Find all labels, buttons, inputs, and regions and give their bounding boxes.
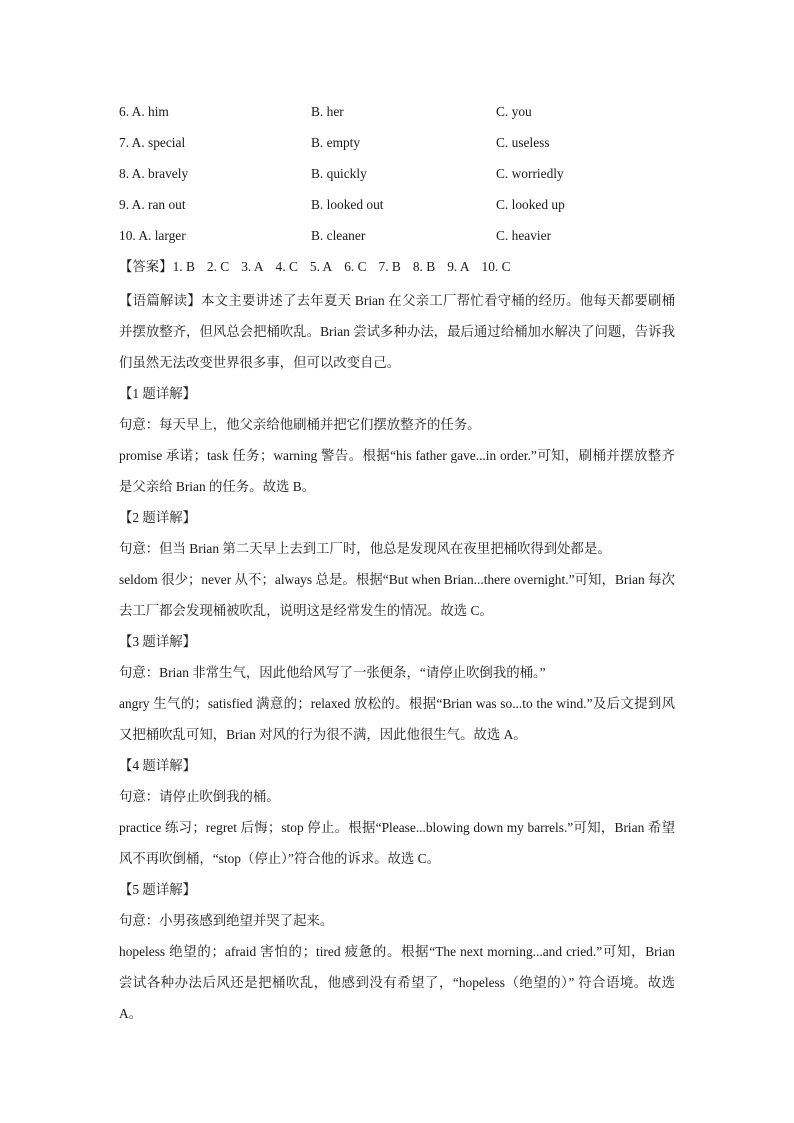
detail-heading: 【1 题详解】 [119, 386, 196, 401]
option-c: C. looked up [496, 197, 565, 212]
detail-heading: 【4 题详解】 [119, 758, 196, 773]
option-a: 10. A. larger [119, 228, 186, 243]
answer-item: 6. C [344, 259, 367, 274]
answer-item: 2. C [206, 259, 230, 274]
document-body [119, 100, 675, 1029]
detail-section [119, 750, 675, 874]
detail-sentence: 句意：每天早上，他父亲给他刷桶并把它们摆放整齐的任务。 [119, 417, 481, 432]
option-c: C. heavier [496, 228, 552, 243]
answer-item: 4. C [275, 259, 298, 274]
option-row [119, 131, 675, 162]
option-c: C. worriedly [496, 166, 564, 181]
option-row [119, 100, 675, 131]
detail-sentence: 句意：小男孩感到绝望并哭了起来。 [119, 913, 334, 928]
answer-item: 1. B [172, 259, 195, 274]
detail-section [119, 626, 675, 750]
option-b: B. cleaner [311, 228, 366, 243]
detail-analysis: angry 生气的；satisfied 满意的；relaxed 放松的。根据“Brian was so...to the wind.”及后文提到风又把桶吹乱可知，Brian 对风的行为很不满，因此他很生气。故选 A。 [119, 696, 675, 742]
option-b: B. her [311, 104, 344, 119]
detail-analysis: practice 练习；regret 后悔；stop 停止。根据“Please...blowing down my barrels.”可知，Brian 希望风不再吹倒桶，“stop（停止）”符合他的诉求。故选 C。 [119, 820, 675, 866]
answer-label: 【答案】 [119, 260, 173, 275]
detail-sentence: 句意：请停止吹倒我的桶。 [119, 789, 280, 804]
answer-item: 3. A [241, 259, 264, 274]
passage-summary: 【语篇解读】本文主要讲述了去年夏天 Brian 在父亲工厂帮忙看守桶的经历。他每天都要刷桶并摆放整齐，但风总会把桶吹乱。Brian 尝试多种办法，最后通过给桶加水解决了问题，告诉我们虽然无法改变世界很多事，但可以改变自己。 [119, 293, 675, 370]
option-row [119, 162, 675, 193]
option-b: B. empty [311, 135, 361, 150]
detail-section [119, 378, 675, 502]
option-b: B. quickly [311, 166, 367, 181]
option-b: B. looked out [311, 197, 384, 212]
detail-heading: 【2 题详解】 [119, 510, 196, 525]
options-list [119, 100, 675, 255]
answer-item: 10. C [481, 259, 511, 274]
detail-section [119, 874, 675, 1029]
option-a: 6. A. him [119, 104, 169, 119]
option-row [119, 193, 675, 224]
detail-heading: 【3 题详解】 [119, 634, 196, 649]
detail-analysis: promise 承诺；task 任务；warning 警告。根据“his father gave...in order.”可知，刷桶并摆放整齐是父亲给 Brian 的任务。故选 B。 [119, 448, 675, 494]
option-c: C. useless [496, 135, 550, 150]
option-a: 9. A. ran out [119, 197, 186, 212]
answer-item: 5. A [309, 259, 333, 274]
answer-line [119, 255, 675, 285]
answer-item: 7. B [378, 259, 401, 274]
detail-section [119, 502, 675, 626]
answer-item: 8. B [412, 259, 436, 274]
detail-analysis: seldom 很少；never 从不；always 总是。根据“But when Brian...there overnight.”可知，Brian 每次去工厂都会发现桶被吹乱，说明这是经常发生的情况。故选 C。 [119, 572, 675, 618]
detail-heading: 【5 题详解】 [119, 882, 196, 897]
option-c: C. you [496, 104, 532, 119]
detail-sentence: 句意：Brian 非常生气，因此他给风写了一张便条，“请停止吹倒我的桶。” [119, 665, 546, 680]
answer-item: 9. A [447, 259, 470, 274]
option-a: 7. A. special [119, 135, 186, 150]
option-row [119, 224, 675, 255]
option-a: 8. A. bravely [119, 166, 189, 181]
detail-sentence: 句意：但当 Brian 第二天早上去到工厂时，他总是发现风在夜里把桶吹得到处都是。 [119, 541, 611, 556]
detail-analysis: hopeless 绝望的；afraid 害怕的；tired 疲惫的。根据“The next morning...and cried.”可知，Brian 尝试各种办法后风还是把桶吹乱，他感到没有希望了，“hopeless（绝望的）” 符合语境。故选 A。 [119, 944, 675, 1021]
